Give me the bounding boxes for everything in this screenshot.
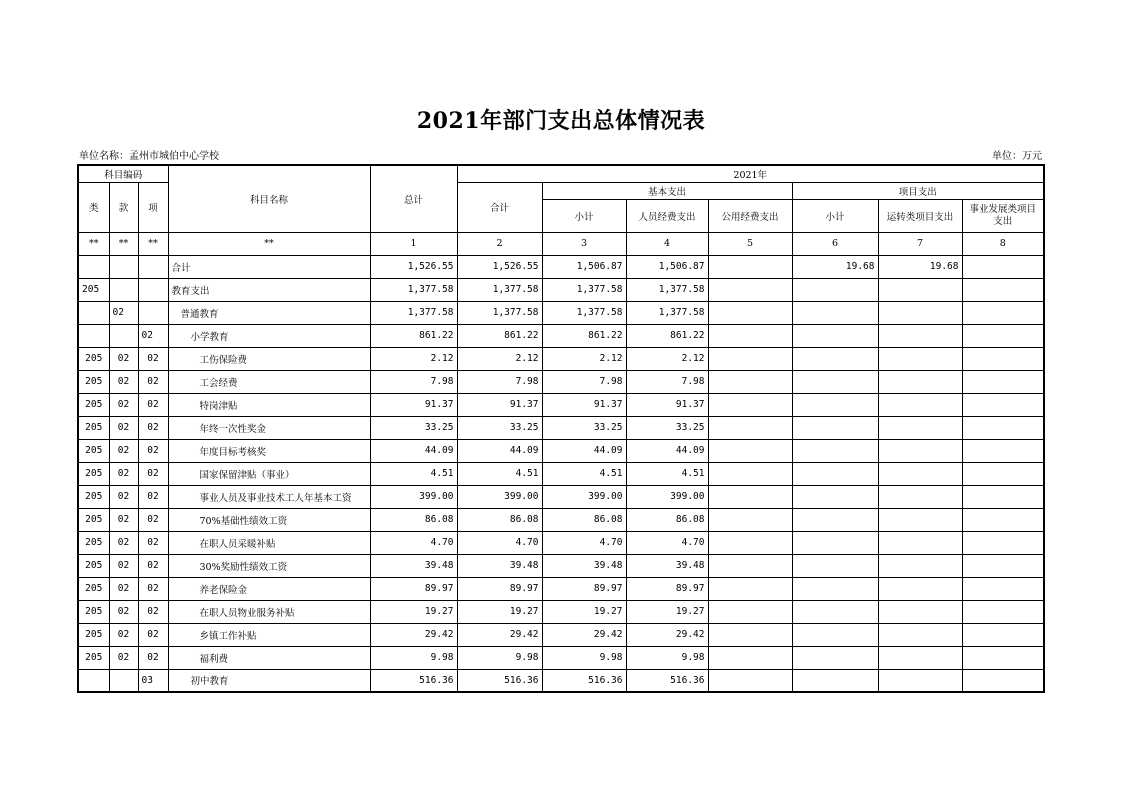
development-cell [962, 370, 1044, 393]
code-xiang-cell: 02 [138, 393, 168, 416]
public-cell [708, 370, 792, 393]
table-row [78, 301, 1044, 324]
combined-cell: 9.98 [457, 646, 542, 669]
code-xiang-cell: 02 [138, 531, 168, 554]
subject-name-cell: 初中教育 [168, 669, 370, 692]
subject-name-cell: 在职人员采暖补贴 [168, 531, 370, 554]
header-lei: 类 [78, 182, 109, 232]
combined-cell: 39.48 [457, 554, 542, 577]
public-cell [708, 623, 792, 646]
operating-cell [878, 531, 962, 554]
code-lei-cell: 205 [78, 554, 109, 577]
code-lei-cell: 205 [78, 416, 109, 439]
code-xiang-cell: 02 [138, 554, 168, 577]
development-cell [962, 508, 1044, 531]
public-cell [708, 462, 792, 485]
code-xiang-cell: 02 [138, 646, 168, 669]
development-cell [962, 623, 1044, 646]
code-kuan-cell: 02 [109, 347, 138, 370]
basic-subtotal-cell: 2.12 [542, 347, 626, 370]
code-xiang-cell [138, 255, 168, 278]
mark-cell: 7 [878, 232, 962, 255]
personnel-cell: 1,506.87 [626, 255, 708, 278]
table-body [78, 255, 1044, 692]
table-row [78, 278, 1044, 301]
combined-cell: 4.51 [457, 462, 542, 485]
combined-cell: 4.70 [457, 531, 542, 554]
project-subtotal-cell: 19.68 [792, 255, 878, 278]
mark-cell: 5 [708, 232, 792, 255]
development-cell [962, 416, 1044, 439]
public-cell [708, 646, 792, 669]
project-subtotal-cell [792, 646, 878, 669]
table-row [78, 623, 1044, 646]
basic-subtotal-cell: 33.25 [542, 416, 626, 439]
combined-cell: 861.22 [457, 324, 542, 347]
personnel-cell: 516.36 [626, 669, 708, 692]
code-lei-cell: 205 [78, 531, 109, 554]
code-kuan-cell [109, 278, 138, 301]
personnel-cell: 86.08 [626, 508, 708, 531]
personnel-cell: 399.00 [626, 485, 708, 508]
code-lei-cell [78, 324, 109, 347]
code-lei-cell [78, 301, 109, 324]
code-kuan-cell [109, 669, 138, 692]
operating-cell [878, 301, 962, 324]
total-cell: 7.98 [370, 370, 457, 393]
subject-name-cell: 工会经费 [168, 370, 370, 393]
operating-cell [878, 554, 962, 577]
total-cell: 861.22 [370, 324, 457, 347]
combined-cell: 2.12 [457, 347, 542, 370]
combined-cell: 89.97 [457, 577, 542, 600]
code-kuan-cell [109, 324, 138, 347]
total-cell: 516.36 [370, 669, 457, 692]
development-cell [962, 669, 1044, 692]
mark-cell: 3 [542, 232, 626, 255]
total-cell: 39.48 [370, 554, 457, 577]
basic-subtotal-cell: 1,377.58 [542, 278, 626, 301]
development-cell [962, 600, 1044, 623]
combined-cell: 7.98 [457, 370, 542, 393]
development-cell [962, 393, 1044, 416]
operating-cell [878, 646, 962, 669]
total-cell: 4.51 [370, 462, 457, 485]
combined-cell: 91.37 [457, 393, 542, 416]
header-public: 公用经费支出 [708, 199, 792, 232]
public-cell [708, 485, 792, 508]
header-basic-expense: 基本支出 [542, 182, 792, 199]
personnel-cell: 7.98 [626, 370, 708, 393]
header-xiang: 项 [138, 182, 168, 232]
total-cell: 1,526.55 [370, 255, 457, 278]
basic-subtotal-cell: 7.98 [542, 370, 626, 393]
code-xiang-cell: 02 [138, 439, 168, 462]
personnel-cell: 1,377.58 [626, 278, 708, 301]
combined-cell: 1,526.55 [457, 255, 542, 278]
total-cell: 44.09 [370, 439, 457, 462]
project-subtotal-cell [792, 577, 878, 600]
subject-name-cell: 特岗津贴 [168, 393, 370, 416]
project-subtotal-cell [792, 416, 878, 439]
basic-subtotal-cell: 39.48 [542, 554, 626, 577]
total-cell: 1,377.58 [370, 301, 457, 324]
total-cell: 19.27 [370, 600, 457, 623]
unit-label: 单位：万元 [992, 151, 1042, 162]
subject-name-cell: 70%基础性绩效工资 [168, 508, 370, 531]
subject-name-cell: 国家保留津贴（事业） [168, 462, 370, 485]
code-xiang-cell [138, 301, 168, 324]
code-kuan-cell: 02 [109, 370, 138, 393]
mark-cell: 1 [370, 232, 457, 255]
personnel-cell: 1,377.58 [626, 301, 708, 324]
basic-subtotal-cell: 91.37 [542, 393, 626, 416]
code-kuan-cell: 02 [109, 462, 138, 485]
operating-cell [878, 347, 962, 370]
operating-cell [878, 324, 962, 347]
project-subtotal-cell [792, 508, 878, 531]
development-cell [962, 347, 1044, 370]
table-row [78, 669, 1044, 692]
personnel-cell: 9.98 [626, 646, 708, 669]
operating-cell [878, 278, 962, 301]
mark-cell: 8 [962, 232, 1044, 255]
project-subtotal-cell [792, 278, 878, 301]
code-xiang-cell: 02 [138, 324, 168, 347]
table-header [78, 165, 1044, 255]
code-lei-cell: 205 [78, 577, 109, 600]
code-lei-cell: 205 [78, 462, 109, 485]
subject-name-cell: 小学教育 [168, 324, 370, 347]
code-kuan-cell: 02 [109, 393, 138, 416]
operating-cell [878, 416, 962, 439]
personnel-cell: 4.70 [626, 531, 708, 554]
table-row [78, 439, 1044, 462]
development-cell [962, 301, 1044, 324]
code-lei-cell: 205 [78, 508, 109, 531]
unit-name-label: 单位名称：孟州市城伯中心学校 [79, 151, 219, 162]
mark-cell: 4 [626, 232, 708, 255]
basic-subtotal-cell: 4.51 [542, 462, 626, 485]
total-cell: 2.12 [370, 347, 457, 370]
project-subtotal-cell [792, 462, 878, 485]
code-xiang-cell: 02 [138, 347, 168, 370]
personnel-cell: 91.37 [626, 393, 708, 416]
total-cell: 29.42 [370, 623, 457, 646]
project-subtotal-cell [792, 347, 878, 370]
public-cell [708, 600, 792, 623]
public-cell [708, 554, 792, 577]
subject-name-cell: 乡镇工作补贴 [168, 623, 370, 646]
code-lei-cell [78, 255, 109, 278]
project-subtotal-cell [792, 324, 878, 347]
table-row [78, 393, 1044, 416]
development-cell [962, 278, 1044, 301]
subject-name-cell: 工伤保险费 [168, 347, 370, 370]
header-total: 总计 [370, 165, 457, 232]
personnel-cell: 33.25 [626, 416, 708, 439]
code-kuan-cell: 02 [109, 301, 138, 324]
code-lei-cell: 205 [78, 600, 109, 623]
basic-subtotal-cell: 9.98 [542, 646, 626, 669]
table-row [78, 347, 1044, 370]
subject-name-cell: 在职人员物业服务补贴 [168, 600, 370, 623]
public-cell [708, 531, 792, 554]
basic-subtotal-cell: 516.36 [542, 669, 626, 692]
combined-cell: 1,377.58 [457, 278, 542, 301]
development-cell [962, 255, 1044, 278]
subject-name-cell: 合计 [168, 255, 370, 278]
total-cell: 4.70 [370, 531, 457, 554]
public-cell [708, 439, 792, 462]
combined-cell: 29.42 [457, 623, 542, 646]
total-cell: 86.08 [370, 508, 457, 531]
basic-subtotal-cell: 1,506.87 [542, 255, 626, 278]
code-xiang-cell: 02 [138, 600, 168, 623]
code-kuan-cell: 02 [109, 531, 138, 554]
public-cell [708, 416, 792, 439]
subject-name-cell: 30%奖励性绩效工资 [168, 554, 370, 577]
project-subtotal-cell [792, 301, 878, 324]
code-lei-cell: 205 [78, 623, 109, 646]
table-row [78, 255, 1044, 278]
table-row [78, 531, 1044, 554]
mark-cell: 2 [457, 232, 542, 255]
project-subtotal-cell [792, 370, 878, 393]
basic-subtotal-cell: 29.42 [542, 623, 626, 646]
basic-subtotal-cell: 399.00 [542, 485, 626, 508]
subject-name-cell: 年终一次性奖金 [168, 416, 370, 439]
header-year: 2021年 [457, 165, 1044, 182]
personnel-cell: 89.97 [626, 577, 708, 600]
public-cell [708, 393, 792, 416]
development-cell [962, 577, 1044, 600]
code-kuan-cell: 02 [109, 577, 138, 600]
mark-cell: ** [109, 232, 138, 255]
header-kuan: 款 [109, 182, 138, 232]
development-cell [962, 554, 1044, 577]
public-cell [708, 508, 792, 531]
project-subtotal-cell [792, 531, 878, 554]
development-cell [962, 439, 1044, 462]
combined-cell: 44.09 [457, 439, 542, 462]
project-subtotal-cell [792, 554, 878, 577]
public-cell [708, 324, 792, 347]
code-xiang-cell: 02 [138, 577, 168, 600]
header-project-expense: 项目支出 [792, 182, 1044, 199]
header-development: 事业发展类项目支出 [962, 199, 1044, 232]
code-lei-cell: 205 [78, 393, 109, 416]
combined-cell: 399.00 [457, 485, 542, 508]
code-xiang-cell: 02 [138, 370, 168, 393]
expenditure-table [77, 164, 1045, 693]
public-cell [708, 669, 792, 692]
table-row [78, 324, 1044, 347]
total-cell: 1,377.58 [370, 278, 457, 301]
subject-name-cell: 普通教育 [168, 301, 370, 324]
total-cell: 89.97 [370, 577, 457, 600]
code-xiang-cell: 02 [138, 623, 168, 646]
project-subtotal-cell [792, 669, 878, 692]
total-cell: 9.98 [370, 646, 457, 669]
table-row [78, 600, 1044, 623]
code-lei-cell: 205 [78, 347, 109, 370]
subject-name-cell: 年度目标考核奖 [168, 439, 370, 462]
project-subtotal-cell [792, 485, 878, 508]
project-subtotal-cell [792, 393, 878, 416]
code-lei-cell: 205 [78, 278, 109, 301]
table-row [78, 416, 1044, 439]
total-cell: 399.00 [370, 485, 457, 508]
basic-subtotal-cell: 86.08 [542, 508, 626, 531]
personnel-cell: 2.12 [626, 347, 708, 370]
operating-cell [878, 577, 962, 600]
code-lei-cell: 205 [78, 439, 109, 462]
table-row [78, 554, 1044, 577]
public-cell [708, 577, 792, 600]
table-row [78, 485, 1044, 508]
basic-subtotal-cell: 89.97 [542, 577, 626, 600]
combined-cell: 86.08 [457, 508, 542, 531]
operating-cell [878, 462, 962, 485]
subject-name-cell: 教育支出 [168, 278, 370, 301]
basic-subtotal-cell: 19.27 [542, 600, 626, 623]
header-project-subtotal: 小计 [792, 199, 878, 232]
mark-cell: 6 [792, 232, 878, 255]
code-kuan-cell: 02 [109, 646, 138, 669]
combined-cell: 516.36 [457, 669, 542, 692]
public-cell [708, 255, 792, 278]
code-kuan-cell: 02 [109, 439, 138, 462]
code-xiang-cell: 02 [138, 462, 168, 485]
combined-cell: 1,377.58 [457, 301, 542, 324]
header-subject-code: 科目编码 [78, 165, 168, 182]
code-lei-cell [78, 669, 109, 692]
basic-subtotal-cell: 861.22 [542, 324, 626, 347]
code-kuan-cell: 02 [109, 554, 138, 577]
mark-cell: ** [168, 232, 370, 255]
operating-cell [878, 485, 962, 508]
public-cell [708, 347, 792, 370]
combined-cell: 33.25 [457, 416, 542, 439]
total-cell: 91.37 [370, 393, 457, 416]
operating-cell [878, 370, 962, 393]
public-cell [708, 278, 792, 301]
table-row [78, 370, 1044, 393]
development-cell [962, 646, 1044, 669]
combined-cell: 19.27 [457, 600, 542, 623]
personnel-cell: 19.27 [626, 600, 708, 623]
header-marks-row [78, 232, 1044, 255]
operating-cell [878, 508, 962, 531]
table-row [78, 508, 1044, 531]
personnel-cell: 4.51 [626, 462, 708, 485]
header-operating: 运转类项目支出 [878, 199, 962, 232]
basic-subtotal-cell: 1,377.58 [542, 301, 626, 324]
operating-cell: 19.68 [878, 255, 962, 278]
project-subtotal-cell [792, 623, 878, 646]
code-lei-cell: 205 [78, 370, 109, 393]
code-kuan-cell [109, 255, 138, 278]
code-kuan-cell: 02 [109, 623, 138, 646]
code-lei-cell: 205 [78, 485, 109, 508]
public-cell [708, 301, 792, 324]
code-kuan-cell: 02 [109, 416, 138, 439]
code-xiang-cell: 02 [138, 416, 168, 439]
development-cell [962, 324, 1044, 347]
total-cell: 33.25 [370, 416, 457, 439]
page-title: 2021年部门支出总体情况表 [416, 108, 706, 134]
personnel-cell: 39.48 [626, 554, 708, 577]
project-subtotal-cell [792, 600, 878, 623]
header-basic-subtotal: 小计 [542, 199, 626, 232]
operating-cell [878, 623, 962, 646]
basic-subtotal-cell: 4.70 [542, 531, 626, 554]
personnel-cell: 29.42 [626, 623, 708, 646]
project-subtotal-cell [792, 439, 878, 462]
development-cell [962, 531, 1044, 554]
header-combined: 合计 [457, 182, 542, 232]
header-subject-name: 科目名称 [168, 165, 370, 232]
operating-cell [878, 393, 962, 416]
code-xiang-cell: 02 [138, 485, 168, 508]
code-xiang-cell: 03 [138, 669, 168, 692]
subject-name-cell: 事业人员及事业技术工人年基本工资 [168, 485, 370, 508]
code-kuan-cell: 02 [109, 600, 138, 623]
operating-cell [878, 439, 962, 462]
header-personnel: 人员经费支出 [626, 199, 708, 232]
mark-cell: ** [138, 232, 168, 255]
code-xiang-cell [138, 278, 168, 301]
code-kuan-cell: 02 [109, 508, 138, 531]
code-lei-cell: 205 [78, 646, 109, 669]
table-row [78, 462, 1044, 485]
subject-name-cell: 养老保险金 [168, 577, 370, 600]
development-cell [962, 485, 1044, 508]
table-row [78, 577, 1044, 600]
code-xiang-cell: 02 [138, 508, 168, 531]
operating-cell [878, 600, 962, 623]
operating-cell [878, 669, 962, 692]
subject-name-cell: 福利费 [168, 646, 370, 669]
personnel-cell: 861.22 [626, 324, 708, 347]
code-kuan-cell: 02 [109, 485, 138, 508]
basic-subtotal-cell: 44.09 [542, 439, 626, 462]
mark-cell: ** [78, 232, 109, 255]
development-cell [962, 462, 1044, 485]
table-row [78, 646, 1044, 669]
personnel-cell: 44.09 [626, 439, 708, 462]
